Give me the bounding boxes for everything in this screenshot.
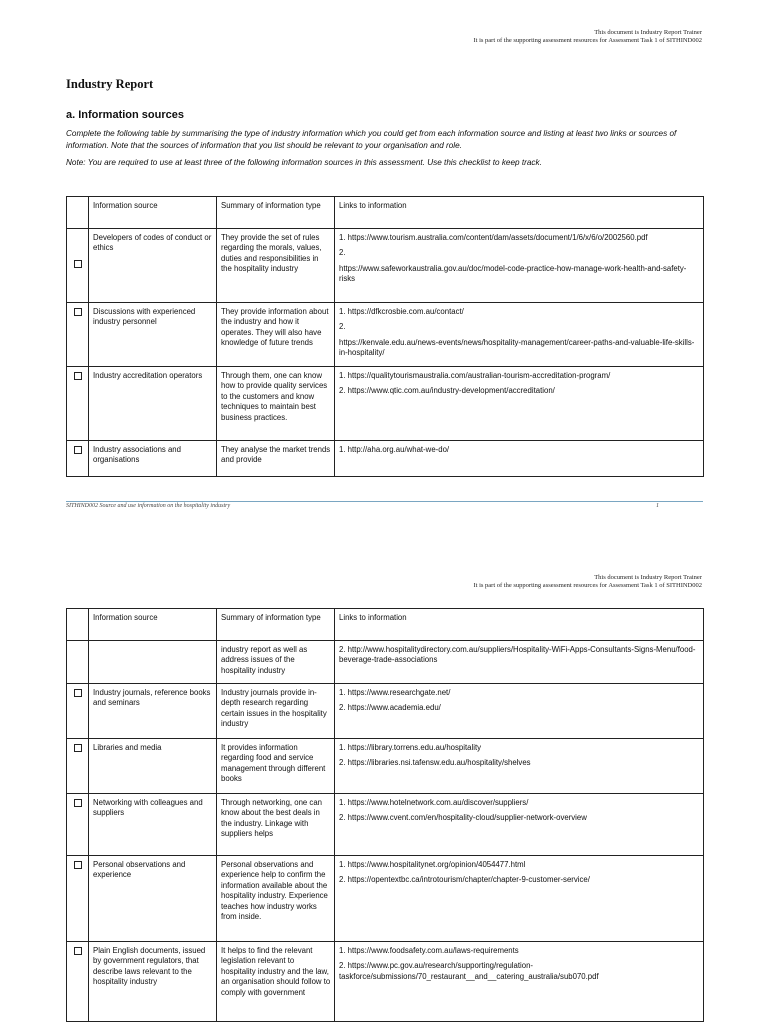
header-cell: Summary of information type: [217, 609, 335, 641]
link[interactable]: 1. https://www.foodsafety.com.au/laws-requirements: [339, 946, 519, 955]
link[interactable]: https://www.safeworkaustralia.gov.au/doc/model-code-practice-how-manage-work-health-and-safety-risks: [339, 263, 687, 284]
summary-cell: It provides information regarding food and service management through different books: [217, 739, 335, 794]
link[interactable]: 1. https://www.hotelnetwork.com.au/discover/suppliers/: [339, 798, 529, 807]
checkbox[interactable]: [74, 689, 82, 697]
table-header-row: [67, 609, 704, 641]
header-cell: Summary of information type: [217, 197, 335, 229]
table-header-row: [67, 197, 704, 229]
link[interactable]: 2. https://www.cvent.com/en/hospitality-cloud/supplier-network-overview: [339, 813, 587, 823]
page-header: [473, 574, 702, 590]
table-row: [67, 303, 704, 367]
link[interactable]: 2.: [339, 322, 346, 332]
checkbox[interactable]: [74, 308, 82, 316]
links-cell: [335, 856, 704, 942]
link[interactable]: 1. http://aha.org.au/what-we-do/: [339, 445, 450, 454]
link[interactable]: 1. https://qualitytourismaustralia.com/australian-tourism-accreditation-program/: [339, 371, 611, 380]
footer-text: SITHIND002 Source and use information on the hospitality industry: [66, 503, 231, 509]
source-cell: Networking with colleagues and suppliers: [89, 794, 217, 856]
page-gap: [0, 520, 768, 560]
instructions-text: Complete the following table by summarising the type of industry information which you could get from each information source and listing at least two links or sources of information. Note that the sources of information that you list should be relevant to your organisation and role.: [66, 129, 677, 150]
links-cell: [335, 942, 704, 1022]
link[interactable]: 2. https://opentextbc.ca/introtourism/chapter/chapter-9-customer-service/: [339, 875, 590, 885]
links-cell: [335, 641, 704, 684]
checkbox[interactable]: [74, 260, 82, 268]
source-cell: Industry accreditation operators: [89, 367, 217, 441]
header-line-2: It is part of the supporting assessment resources for Assessment Task 1 of SITHIND002: [473, 582, 702, 589]
checkbox-cell[interactable]: [67, 367, 89, 441]
checkbox-cell[interactable]: [67, 303, 89, 367]
page-2: [0, 560, 768, 1024]
checkbox-cell[interactable]: [67, 739, 89, 794]
summary-cell: Industry journals provide in-depth research regarding certain issues in the hospitality industry: [217, 684, 335, 739]
header-cell: Links to information: [335, 609, 704, 641]
link[interactable]: 1. https://library.torrens.edu.au/hospitality: [339, 743, 482, 752]
summary-cell: Through them, one can know how to provide quality services to the customers and know techniques to maintain best business practices.: [217, 367, 335, 441]
links-cell: [335, 303, 704, 367]
source-cell: Plain English documents, issued by government regulators, that describe laws relevant to the hospitality industry: [89, 942, 217, 1022]
summary-cell: They analyse the market trends and provide: [217, 441, 335, 477]
link[interactable]: 2. https://libraries.nsi.tafensw.edu.au/hospitality/shelves: [339, 758, 531, 768]
summary-cell: Personal observations and experience help to confirm the information available about the hospitality industry. Experience teaches how industry works from inside.: [217, 856, 335, 942]
checkbox[interactable]: [74, 947, 82, 955]
document-title: Industry Report: [66, 77, 154, 91]
table-row: [67, 942, 704, 1022]
checkbox-cell[interactable]: [67, 942, 89, 1022]
link[interactable]: 2. https://www.qtic.com.au/industry-development/accreditation/: [339, 386, 555, 396]
checkbox[interactable]: [74, 372, 82, 380]
checkbox-cell: [67, 641, 89, 684]
summary-cell: industry report as well as address issues of the hospitality industry: [217, 641, 335, 684]
header-cell: Information source: [89, 197, 217, 229]
source-cell: Industry journals, reference books and seminars: [89, 684, 217, 739]
section-title: a. Information sources: [66, 109, 184, 121]
links-cell: [335, 739, 704, 794]
table-row: [67, 794, 704, 856]
link[interactable]: 1. https://www.researchgate.net/: [339, 688, 451, 697]
header-line-2: It is part of the supporting assessment resources for Assessment Task 1 of SITHIND002: [473, 37, 702, 44]
link[interactable]: 2. https://www.academia.edu/: [339, 703, 441, 713]
header-line-1: This document is Industry Report Trainer: [594, 29, 702, 36]
note-text: Note: You are required to use at least three of the following information sources in this assessment. Use this checklist to keep track.: [66, 158, 542, 167]
table-row: [67, 641, 704, 684]
link[interactable]: 1. https://www.tourism.australia.com/content/dam/assets/document/1/6/x/6/o/2002560.pdf: [339, 233, 648, 242]
table-row: [67, 441, 704, 477]
page-number: 1: [656, 503, 659, 509]
header-line-1: This document is Industry Report Trainer: [594, 574, 702, 581]
checkbox[interactable]: [74, 744, 82, 752]
links-cell: [335, 794, 704, 856]
information-sources-table: [66, 608, 704, 1022]
source-cell: Developers of codes of conduct or ethics: [89, 229, 217, 303]
header-cell: Links to information: [335, 197, 704, 229]
links-cell: [335, 441, 704, 477]
links-cell: [335, 367, 704, 441]
links-cell: [335, 684, 704, 739]
header-cell: Information source: [89, 609, 217, 641]
source-cell: Personal observations and experience: [89, 856, 217, 942]
checkbox-cell[interactable]: [67, 684, 89, 739]
summary-cell: They provide information about the industry and how it operates. They will also have knowledge of future trends: [217, 303, 335, 367]
checkbox-cell[interactable]: [67, 441, 89, 477]
checkbox[interactable]: [74, 446, 82, 454]
header-cell: [67, 197, 89, 229]
page-header: [473, 29, 702, 45]
table-row: [67, 367, 704, 441]
links-cell: [335, 229, 704, 303]
checkbox-cell[interactable]: [67, 794, 89, 856]
header-cell: [67, 609, 89, 641]
link[interactable]: 2. https://www.pc.gov.au/research/supporting/regulation-taskforce/submissions/70_restaurant__and__catering_australia/sub070.pdf: [339, 961, 599, 981]
link[interactable]: 1. https://dfkcrosbie.com.au/contact/: [339, 307, 464, 316]
link[interactable]: 2. http://www.hospitalitydirectory.com.au/suppliers/Hospitality-WiFi-Apps-Consultants-Signs-Menu/food-beverage-trade-associations: [339, 645, 696, 665]
summary-cell: Through networking, one can know about the best deals in the industry. Linkage with suppliers helps: [217, 794, 335, 856]
table-row: [67, 739, 704, 794]
checkbox-cell[interactable]: [67, 229, 89, 303]
table-row: [67, 684, 704, 739]
source-cell: Industry associations and organisations: [89, 441, 217, 477]
link[interactable]: 1. https://www.hospitalitynet.org/opinion/4054477.html: [339, 860, 526, 869]
footer-divider: [66, 501, 703, 502]
link[interactable]: https://kenvale.edu.au/news-events/news/hospitality-management/career-paths-and-valuable-life-skills-in-hospitality/: [339, 337, 695, 358]
checkbox[interactable]: [74, 861, 82, 869]
source-cell: [89, 641, 217, 684]
link[interactable]: 2.: [339, 248, 346, 258]
summary-cell: It helps to find the relevant legislation relevant to hospitality industry and the law, an organisation should follow to comply with government: [217, 942, 335, 1022]
source-cell: Discussions with experienced industry personnel: [89, 303, 217, 367]
checkbox[interactable]: [74, 799, 82, 807]
source-cell: Libraries and media: [89, 739, 217, 794]
information-sources-table: [66, 196, 704, 477]
table-row: [67, 856, 704, 942]
summary-cell: They provide the set of rules regarding the morals, values, duties and responsibilities in the hospitality industry: [217, 229, 335, 303]
table-row: [67, 229, 704, 303]
checkbox-cell[interactable]: [67, 856, 89, 942]
